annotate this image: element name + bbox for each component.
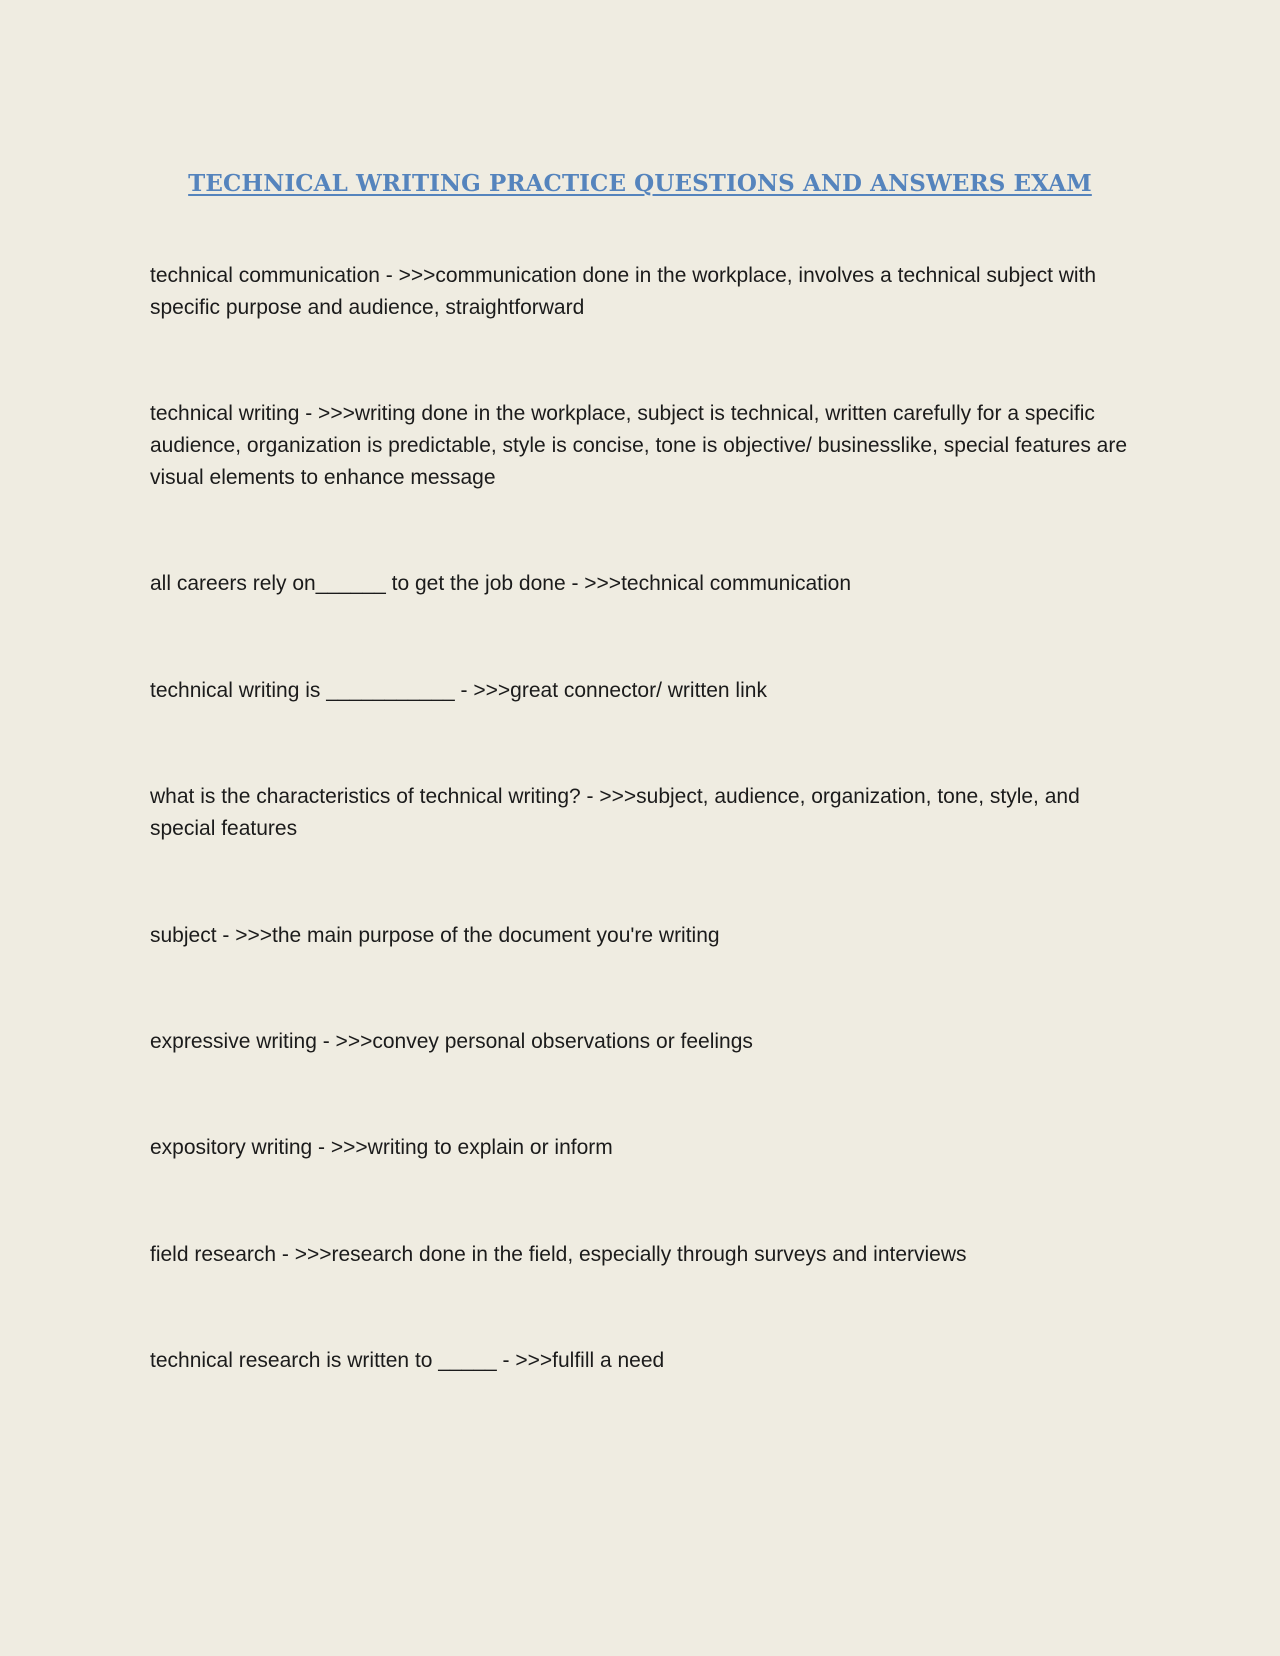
qa-item-6: subject - >>>the main purpose of the document you're writing — [150, 924, 720, 947]
qa-item-3: all careers rely on______ to get the job done - >>>technical communication — [150, 572, 852, 595]
qa-item-2: technical writing - >>>writing done in the workplace, subject is technical, written carefully for a specific audience, organization is predictable, style is concise, tone is objective/ businesslike, special features are visual elements to enhance message — [150, 402, 1128, 489]
qa-item-8: expository writing - >>>writing to explain or inform — [150, 1136, 613, 1159]
qa-item-4: technical writing is ___________ - >>>great connector/ written link — [150, 679, 767, 702]
document-title: TECHNICAL WRITING PRACTICE QUESTIONS AND ANSWERS EXAM — [188, 170, 1092, 197]
qa-item-1: technical communication - >>>communication done in the workplace, involves a technical subject with specific purpose and audience, straightforward — [150, 264, 1097, 319]
qa-item-9: field research - >>>research done in the field, especially through surveys and interviews — [150, 1243, 967, 1266]
qa-item-10: technical research is written to _____ - >>>fulfill a need — [150, 1349, 665, 1372]
qa-item-5: what is the characteristics of technical writing? - >>>subject, audience, organization, tone, style, and special features — [150, 785, 1080, 840]
qa-item-7: expressive writing - >>>convey personal observations or feelings — [150, 1030, 753, 1053]
